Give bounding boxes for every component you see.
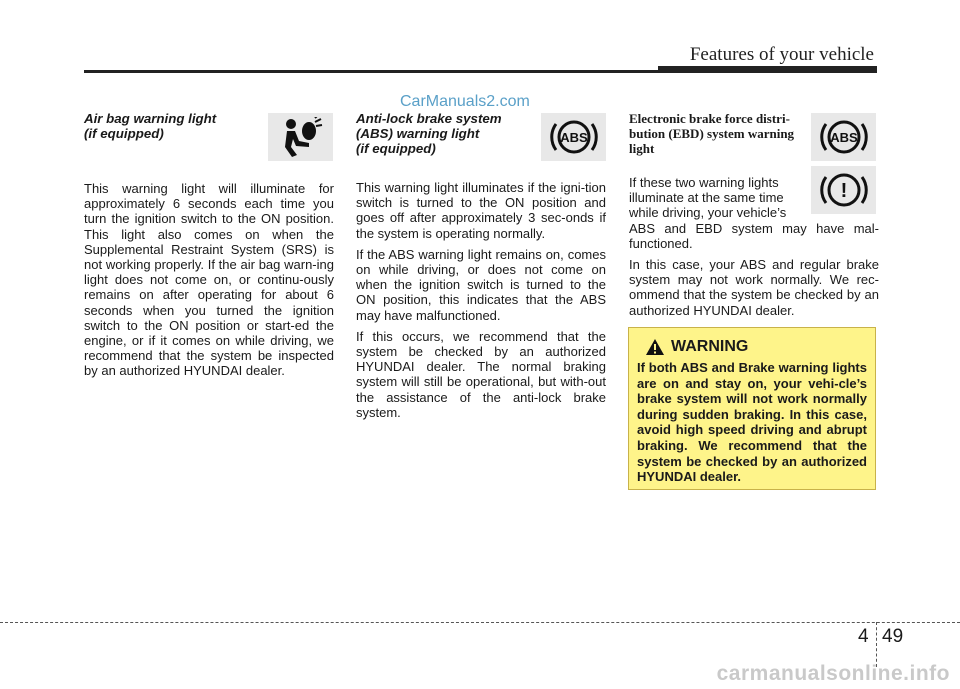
abs-paragraph-1: This warning light illuminates if the igni-tion switch is turned to the ON position and goes off after approximately 3 sec-onds if the system is operating normally.	[356, 180, 606, 241]
section-header-title: Features of your vehicle	[689, 44, 874, 65]
abs-title-line3: (if equipped)	[356, 141, 436, 156]
ebd-abs-icon	[811, 113, 876, 161]
warning-triangle-icon	[645, 338, 665, 356]
ebd-paragraph-1-line3: while driving, your vehicle’s	[629, 205, 787, 221]
ebd-paragraph-1-line2: illuminate at the same time	[629, 190, 784, 206]
abs-title-line1: Anti-lock brake system	[356, 111, 502, 126]
page-number: 49	[882, 626, 904, 647]
chapter-number: 4	[858, 626, 869, 647]
airbag-title-line1: Air bag warning light	[84, 111, 217, 126]
warning-box	[628, 327, 876, 490]
watermark-top: CarManuals2.com	[400, 93, 530, 110]
airbag-title-line2: (if equipped)	[84, 126, 164, 141]
header-bar	[658, 66, 877, 73]
ebd-title-line3: light	[629, 141, 655, 156]
abs-icon-label: ABS	[559, 130, 588, 145]
warning-heading-text: WARNING	[671, 338, 749, 355]
ebd-paragraph-1-rest: ABS and EBD system may have mal-functioned.	[629, 220, 879, 251]
abs-icon	[541, 113, 606, 161]
warning-heading	[645, 338, 867, 356]
warning-text: If both ABS and Brake warning lights are on and stay on, your vehi-cle’s brake system will not work normally during sudden braking. In this case, avoid high speed driving and abrupt braking. We recommend that the system be checked by an authorized HYUNDAI dealer.	[637, 360, 867, 485]
ebd-title-line1: Electronic brake force distri-	[629, 111, 790, 126]
ebd-paragraph-1-line1: If these two warning lights	[629, 175, 779, 190]
brake-warning-icon	[811, 166, 876, 214]
footer-rule	[0, 622, 960, 623]
airbag-icon	[268, 113, 333, 161]
brake-warning-icon-label: !	[840, 180, 847, 202]
header-rule	[84, 70, 660, 73]
abs-paragraph-3: If this occurs, we recommend that the system be checked by an authorized HYUNDAI dealer. The normal braking system will still be operational, but with-out the assistance of the anti-lock brake system.	[356, 328, 606, 420]
abs-paragraph-2: If the ABS warning light remains on, comes on while driving, or does not come on when the ignition switch is turned to the ON position, this indicates that the ABS may have malfunctioned.	[356, 246, 606, 323]
airbag-paragraph: This warning light will illuminate for approximately 6 seconds each time you turn the ignition switch to the ON position. This light also comes on when the Supplemental Restraint System (SRS) is not working properly. If the air bag warn-ing light does not come on, or continu-ously remains on after operating for about 6 seconds when you turned the ignition switch to the ON position or start-ed the engine, or if it comes on while driving, we recommend that the system be inspected by an authorized HYUNDAI dealer.	[84, 181, 334, 379]
ebd-paragraph-2: In this case, your ABS and regular brake system may not work normally. We rec-ommend that the system be checked by an authorized HYUNDAI dealer.	[629, 257, 879, 318]
abs-title-line2: (ABS) warning light	[356, 126, 480, 141]
footer-divider	[876, 622, 877, 667]
watermark-bottom: carmanualsonline.info	[716, 662, 950, 685]
ebd-abs-icon-label: ABS	[829, 130, 858, 145]
ebd-title-line2: bution (EBD) system warning	[629, 126, 795, 141]
